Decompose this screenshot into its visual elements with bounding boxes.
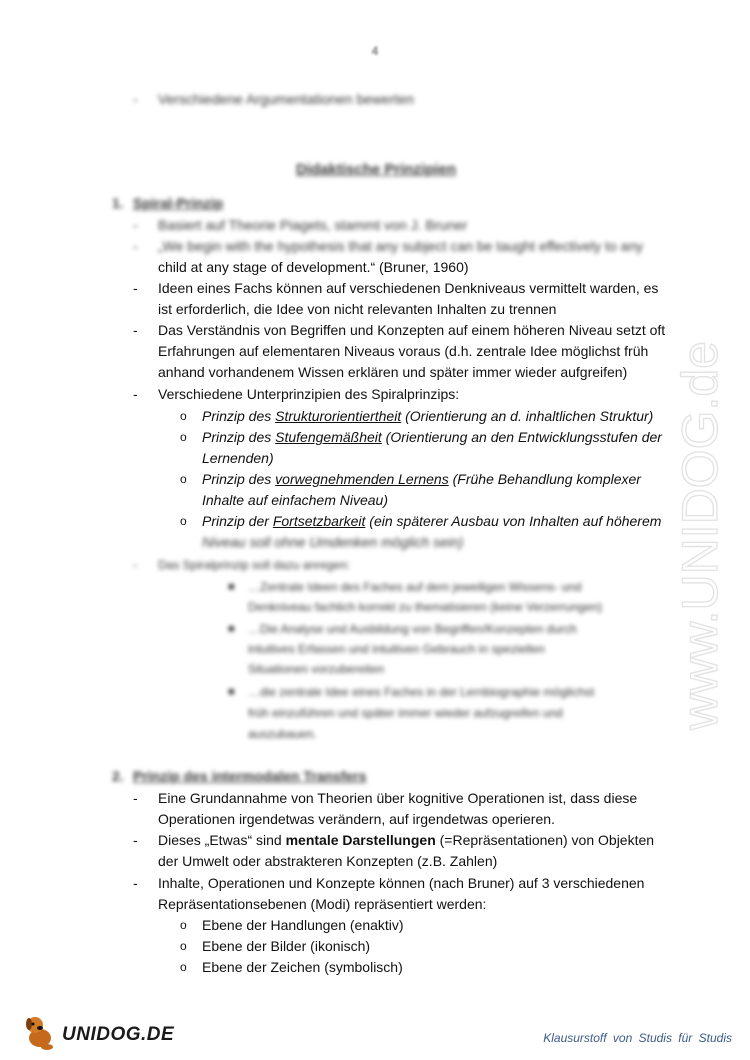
bullet-circle: o [180,409,187,423]
spiral-item-3-line-1: Ideen eines Fachs können auf verschiedenen Denkniveaus vermittelt warden, es [158,280,659,296]
bullet-dash: - [133,558,137,572]
spiral-item-6: Das Spiralprinzip soll dazu anregen: [158,558,351,572]
subprinciple-4: Prinzip der Fortsetzbarkeit (ein späterer Ausbau von Inhalten auf höherem [202,513,662,529]
unidog-logo [20,1012,220,1052]
spiral-item-2-line-2: child at any stage of development.“ (Bruner, 1960) [158,259,469,275]
bullet-circle: o [180,430,187,444]
spiral-item-4-line-1: Das Verständnis von Begriffen und Konzepten auf einem höheren Niveau setzt oft [158,322,666,338]
mode-symbolic: Ebene der Zeichen (symbolisch) [202,959,403,975]
subprinciple-2-line-2: Lernenden) [202,450,274,466]
top-item-text: Verschiedene Argumentationen bewerten [158,91,415,107]
transfer-item-2: Dieses „Etwas“ sind mentale Darstellungen (=Repräsentationen) von Objekten [158,832,655,848]
goal-1-line-1: …Zentrale Ideen des Faches auf dem jeweiligen Wissens- und [248,580,582,594]
bullet-dash: - [133,280,138,296]
goal-2-line-1: …Die Analyse und Ausbildung von Begriffen/Konzepten durch [248,622,577,636]
page-number: 4 [371,44,379,58]
bullet-square: ■ [228,623,235,635]
spiral-item-4-line-2: Erfahrungen auf elementaren Niveaus voraus (d.h. zentrale Idee möglichst früh [158,343,649,359]
bullet-circle: o [180,472,187,486]
subprinciple-3-line-2: Inhalte auf einfachem Niveau) [202,492,388,508]
spiral-item-4-line-3: anhand vorhandenem Wissen erklären und später immer wieder aufgreifen) [158,364,628,380]
transfer-item-3-line-1: Inhalte, Operationen und Konzepte können (nach Bruner) auf 3 verschiedenen [158,875,645,891]
bullet-dash: - [133,91,138,107]
transfer-item-1-line-2: Operationen irgendetwas verändern, auf irgendetwas operieren. [158,811,555,827]
watermark-text: www.UNIDOG.de [672,341,728,730]
mode-iconic: Ebene der Bilder (ikonisch) [202,938,371,954]
bullet-dash: - [133,386,138,402]
logo-text: UNIDOG.DE [62,1024,175,1045]
dog-icon [20,1012,60,1052]
goal-2-line-2: intuitives Erfassen und intuitiven Gebrauch in speziellen [248,642,545,656]
goal-1-line-2: Denkniveau fachlich korrekt zu thematisieren (keine Verzerrungen) [248,600,603,614]
goal-2-line-3: Situationen vorzubereiten [248,662,385,676]
subprinciple-4-line-2: Niveau soll ohne Umdenken möglich sein) [202,534,464,550]
spiral-item-2-line-1: „We begin with the hypothesis that any subject can be taught effectively to any [158,238,644,254]
bullet-circle: o [180,918,187,932]
spiral-heading: Spiral-Prinzip [133,195,224,211]
bullet-circle: o [180,939,187,953]
bullet-circle: o [180,514,187,528]
transfer-item-2-line-2: der Umwelt oder abstrakteren Konzepten (z.B. Zahlen) [158,853,498,869]
spiral-item-1: Basiert auf Theorie Piagets, stammt von J. Bruner [158,217,468,233]
goal-3-line-2: früh einzuführen und später immer wieder aufzugreifen und [248,706,563,720]
bullet-dash: - [133,238,138,254]
bullet-dash: - [133,322,138,338]
subprinciple-1: Prinzip des Strukturorientiertheit (Orientierung an d. inhaltlichen Struktur) [202,408,654,424]
subprinciple-2: Prinzip des Stufengemäßheit (Orientierung an den Entwicklungsstufen der [202,429,662,445]
section-title: Didaktische Prinzipien [296,161,457,178]
spiral-item-3-line-2: ist erforderlich, die Idee von nicht relevanten Inhalten zu trennen [158,301,557,317]
bullet-dash: - [133,217,138,233]
goal-3-line-1: …die zentrale Idee eines Faches in der Lernbiographie möglichst [248,685,595,699]
bullet-dash: - [133,832,138,848]
bullet-square: ■ [228,581,235,593]
heading-number: 1. [112,195,124,211]
transfer-item-3-line-2: Repräsentationsebenen (Modi) repräsentiert werden: [158,896,487,912]
mode-enactive: Ebene der Handlungen (enaktiv) [202,917,404,933]
goal-3-line-3: auszubauen. [248,727,317,741]
bullet-circle: o [180,960,187,974]
footer-slogan: Klausurstoff von Studis für Studis [543,1031,732,1045]
transfer-heading: Prinzip des intermodalen Transfers [133,768,367,784]
subprinciple-3: Prinzip des vorwegnehmenden Lernens (Frühe Behandlung komplexer [202,471,641,487]
heading-number: 2. [112,768,124,784]
bullet-dash: - [133,875,138,891]
transfer-item-1-line-1: Eine Grundannahme von Theorien über kognitive Operationen ist, dass diese [158,790,638,806]
bullet-dash: - [133,790,138,806]
spiral-item-5: Verschiedene Unterprinzipien des Spiralprinzips: [158,386,460,402]
bullet-square: ■ [228,686,235,698]
watermark [622,280,750,740]
